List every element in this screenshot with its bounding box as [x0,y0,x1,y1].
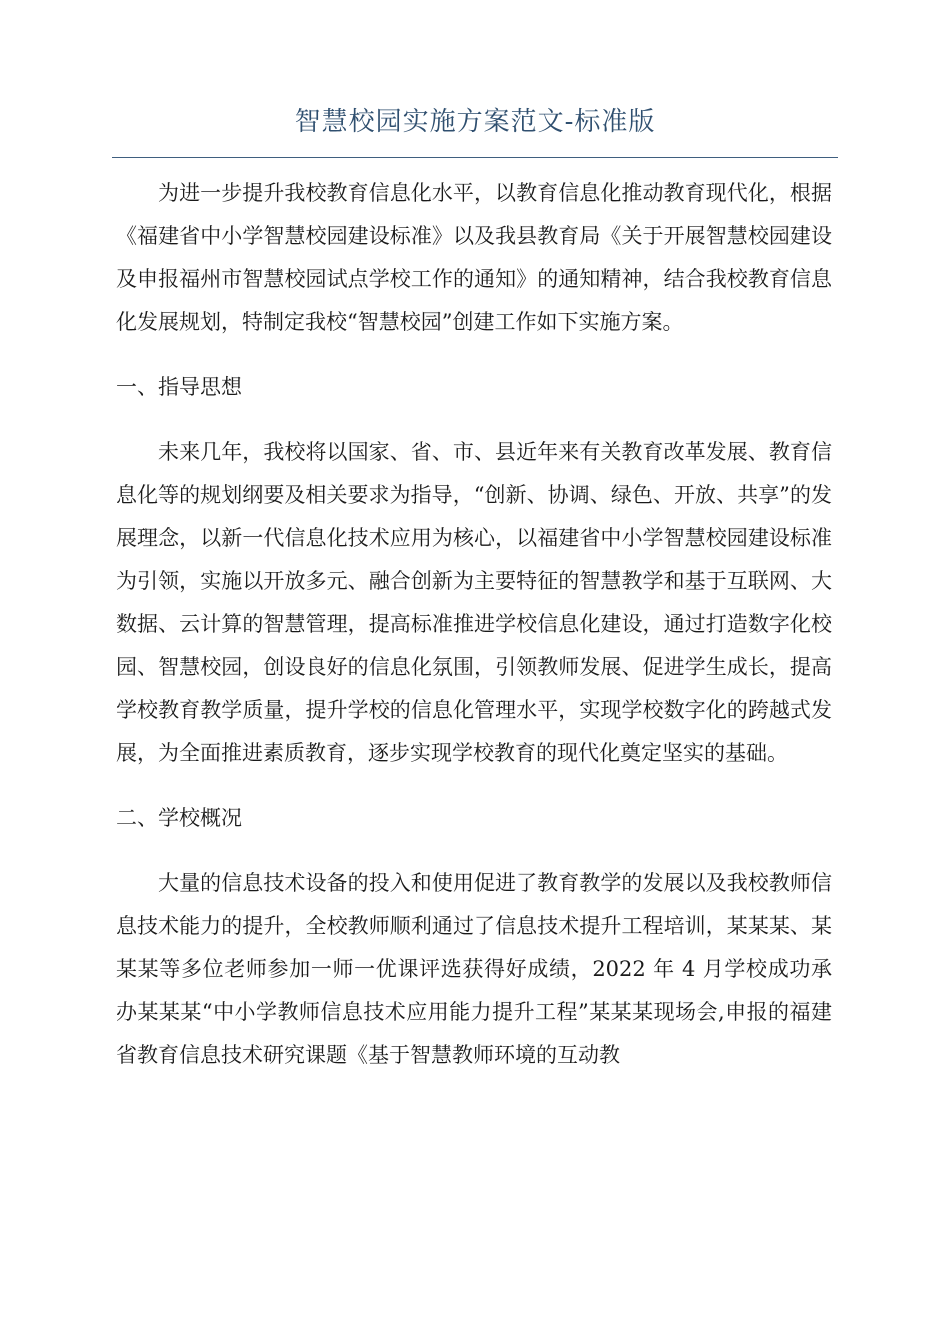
title-divider [112,157,838,158]
section-heading-school-overview: 二、学校概况 [116,806,242,830]
spacer [116,344,832,366]
section-heading-guiding-ideology: 一、指导思想 [116,375,242,399]
spacer [116,775,832,797]
section-paragraph-school-overview: 大量的信息技术设备的投入和使用促进了教育教学的发展以及我校教师信息技术能力的提升，全校教师顺利通过了信息技术提升工程培训，某某某、某某某等多位老师参加一师一优课评选获得好成绩，2022 年 4 月学校成功承办某某某“中小学教师信息技术应用能力提升工程”某某某现场会,申报的福建省教育信息技术研究课题《基于智慧教师环境的互动教 [116,871,832,1067]
section-paragraph-guiding-ideology: 未来几年，我校将以国家、省、市、县近年来有关教育改革发展、教育信息化等的规划纲要及相关要求为指导，“创新、协调、绿色、开放、共享”的发展理念，以新一代信息化技术应用为核心，以福建省中小学智慧校园建设标准为引领，实施以开放多元、融合创新为主要特征的智慧教学和基于互联网、大数据、云计算的智慧管理，提高标准推进学校信息化建设，通过打造数字化校园、智慧校园，创设良好的信息化氛围，引领教师发展、促进学生成长，提高学校教育教学质量，提升学校的信息化管理水平，实现学校数字化的跨越式发展，为全面推进素质教育，逐步实现学校教育的现代化奠定坚实的基础。 [116,440,832,765]
spacer [116,409,832,431]
intro-paragraph: 为进一步提升我校教育信息化水平，以教育信息化推动教育现代化，根据《福建省中小学智慧校园建设标准》以及我县教育局《关于开展智慧校园建设及申报福州市智慧校园试点学校工作的通知》的通知精神，结合我校教育信息化发展规划，特制定我校“智慧校园”创建工作如下实施方案。 [116,181,832,334]
document-body [116,172,832,1077]
document-title: 智慧校园实施方案范文-标准版 [294,107,656,137]
spacer [116,840,832,862]
